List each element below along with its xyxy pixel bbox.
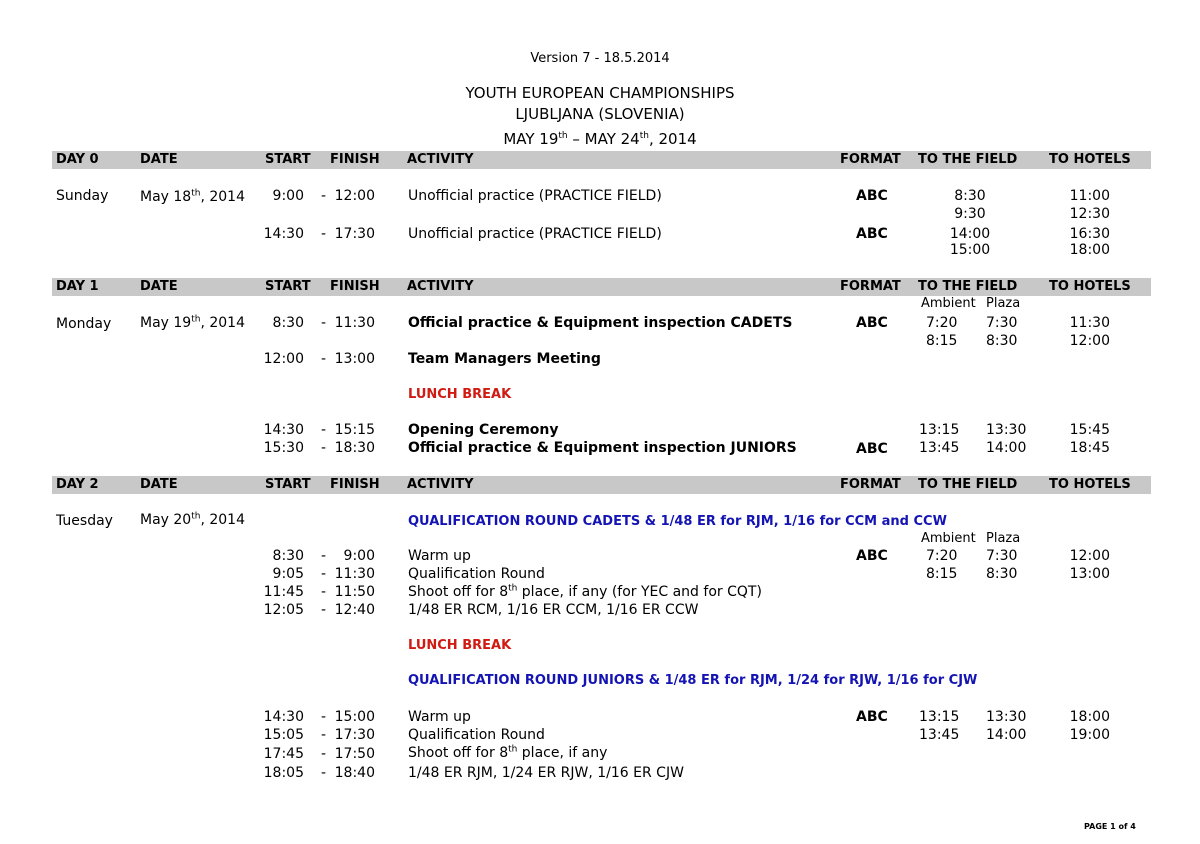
format: ABC <box>856 441 888 457</box>
header-to-field: TO THE FIELD <box>918 279 1018 294</box>
header-format: FORMAT <box>840 152 901 167</box>
field-time: 15:00 <box>949 242 991 258</box>
format: ABC <box>856 548 888 564</box>
finish-time: 15:00 <box>334 709 375 725</box>
finish-time: 15:15 <box>334 422 375 438</box>
header-start: START <box>265 279 311 294</box>
plaza-time: 7:30 <box>986 315 1018 331</box>
date-sup: th <box>191 188 201 199</box>
dates-part-1: MAY 19 <box>503 130 559 148</box>
weekday: Monday <box>56 316 112 332</box>
activity: 1/48 ER RCM, 1/16 ER CCM, 1/16 ER CCW <box>408 602 699 618</box>
hotel-time: 18:00 <box>1069 242 1110 258</box>
hotel-time: 18:45 <box>1069 440 1110 456</box>
finish-time: 11:30 <box>334 315 375 331</box>
activity <box>408 745 607 761</box>
ambient-time: 8:15 <box>926 566 958 582</box>
activity <box>408 584 762 600</box>
start-time: 14:30 <box>263 226 304 242</box>
dates-part-2: – MAY 24 <box>567 130 640 148</box>
plaza-time: 14:00 <box>986 727 1027 743</box>
activity: 1/48 ER RJM, 1/24 ER RJW, 1/16 ER CJW <box>408 765 684 781</box>
start-time: 12:00 <box>263 351 304 367</box>
ambient-time: 13:45 <box>919 440 960 456</box>
header-day: DAY 1 <box>56 279 99 294</box>
finish-time: 17:30 <box>334 727 375 743</box>
time-dash: - <box>321 548 327 564</box>
day-date <box>140 189 245 205</box>
version-line: Version 7 - 18.5.2014 <box>530 51 670 66</box>
dates-part-3: , 2014 <box>648 130 697 148</box>
header-format: FORMAT <box>840 477 901 492</box>
hotel-time: 12:00 <box>1069 548 1110 564</box>
start-time: 11:45 <box>263 584 304 600</box>
time-dash: - <box>321 566 327 582</box>
ambient-time: 13:15 <box>919 422 960 438</box>
activity: Qualification Round <box>408 566 545 582</box>
title-dates <box>0 130 1200 148</box>
finish-time: 18:30 <box>334 440 375 456</box>
hotel-time: 18:00 <box>1069 709 1110 725</box>
subheader-plaza: Plaza <box>986 296 1021 311</box>
day-date <box>140 512 245 528</box>
weekday: Tuesday <box>56 513 113 529</box>
date-main: May 19 <box>140 315 192 331</box>
activity-sup: th <box>508 744 518 755</box>
date-main: May 18 <box>140 189 192 205</box>
activity: Opening Ceremony <box>408 422 559 438</box>
date-sup: th <box>191 314 201 325</box>
activity: Unofficial practice (PRACTICE FIELD) <box>408 226 662 242</box>
finish-time: 18:40 <box>334 765 375 781</box>
plaza-time: 14:00 <box>986 440 1027 456</box>
time-dash: - <box>321 709 327 725</box>
weekday: Sunday <box>56 188 109 204</box>
hotel-time: 15:45 <box>1069 422 1110 438</box>
finish-time: 13:00 <box>334 351 375 367</box>
plaza-time: 8:30 <box>986 566 1018 582</box>
activity-main: Shoot off for 8 <box>408 584 509 600</box>
lunch-break: LUNCH BREAK <box>408 387 512 402</box>
ambient-time: 13:15 <box>919 709 960 725</box>
title-line-2: LJUBLJANA (SLOVENIA) <box>515 105 685 123</box>
time-dash: - <box>321 226 327 242</box>
section-title: QUALIFICATION ROUND JUNIORS & 1/48 ER for RJM, 1/24 for RJW, 1/16 for CJW <box>408 673 978 688</box>
start-time: 14:30 <box>263 422 304 438</box>
finish-time: 17:30 <box>334 226 375 242</box>
activity: Warm up <box>408 548 471 564</box>
header-bar-day1 <box>52 278 1151 296</box>
field-time: 14:00 <box>949 226 991 242</box>
start-time: 15:05 <box>263 727 304 743</box>
activity: Qualification Round <box>408 727 545 743</box>
header-to-hotels: TO HOTELS <box>1049 477 1131 492</box>
ambient-time: 13:45 <box>919 727 960 743</box>
start-time: 12:05 <box>263 602 304 618</box>
format: ABC <box>856 226 888 242</box>
dates-sup-1: th <box>558 131 568 141</box>
time-dash: - <box>321 746 327 762</box>
format: ABC <box>856 315 888 331</box>
activity-tail: place, if any (for YEC and for CQT) <box>517 584 762 600</box>
time-dash: - <box>321 440 327 456</box>
date-sup: th <box>191 511 201 522</box>
header-activity: ACTIVITY <box>407 152 474 167</box>
finish-time: 12:00 <box>334 188 375 204</box>
header-activity: ACTIVITY <box>407 477 474 492</box>
time-dash: - <box>321 422 327 438</box>
hotel-time: 19:00 <box>1069 727 1110 743</box>
time-dash: - <box>321 765 327 781</box>
page-number: PAGE 1 of 4 <box>1084 822 1136 831</box>
subheader-ambient: Ambient <box>921 531 976 546</box>
time-dash: - <box>321 727 327 743</box>
plaza-time: 13:30 <box>986 422 1027 438</box>
plaza-time: 8:30 <box>986 333 1018 349</box>
ambient-time: 8:15 <box>926 333 958 349</box>
time-dash: - <box>321 351 327 367</box>
time-dash: - <box>321 602 327 618</box>
time-dash: - <box>321 188 327 204</box>
dates-sup-2: th <box>639 131 649 141</box>
hotel-time: 12:00 <box>1069 333 1110 349</box>
activity: Unofficial practice (PRACTICE FIELD) <box>408 188 662 204</box>
start-time: 9:00 <box>272 188 304 204</box>
activity-main: Shoot off for 8 <box>408 745 509 761</box>
activity: Official practice & Equipment inspection JUNIORS <box>408 440 797 456</box>
hotel-time: 13:00 <box>1069 566 1110 582</box>
start-time: 8:30 <box>272 315 304 331</box>
header-day: DAY 2 <box>56 477 99 492</box>
section-title: QUALIFICATION ROUND CADETS & 1/48 ER for RJM, 1/16 for CCM and CCW <box>408 514 947 529</box>
time-dash: - <box>321 315 327 331</box>
header-start: START <box>265 152 311 167</box>
header-to-field: TO THE FIELD <box>918 477 1018 492</box>
header-format: FORMAT <box>840 279 901 294</box>
header-to-hotels: TO HOTELS <box>1049 152 1131 167</box>
format: ABC <box>856 188 888 204</box>
date-tail: , 2014 <box>200 189 245 205</box>
activity-sup: th <box>508 583 518 594</box>
header-activity: ACTIVITY <box>407 279 474 294</box>
lunch-break: LUNCH BREAK <box>408 638 512 653</box>
field-time: 8:30 <box>954 188 986 204</box>
header-date: DATE <box>140 279 178 294</box>
plaza-time: 13:30 <box>986 709 1027 725</box>
date-tail: , 2014 <box>200 315 245 331</box>
header-bar-day0 <box>52 151 1151 169</box>
subheader-ambient: Ambient <box>921 296 976 311</box>
header-day: DAY 0 <box>56 152 99 167</box>
format: ABC <box>856 709 888 725</box>
header-finish: FINISH <box>330 152 380 167</box>
start-time: 18:05 <box>263 765 304 781</box>
finish-time: 11:50 <box>334 584 375 600</box>
activity-tail: place, if any <box>517 745 608 761</box>
hotel-time: 12:30 <box>1069 206 1110 222</box>
field-time: 9:30 <box>954 206 986 222</box>
ambient-time: 7:20 <box>926 315 958 331</box>
hotel-time: 11:30 <box>1069 315 1110 331</box>
ambient-time: 7:20 <box>926 548 958 564</box>
finish-time: 17:50 <box>334 746 375 762</box>
date-tail: , 2014 <box>200 512 245 528</box>
hotel-time: 16:30 <box>1069 226 1110 242</box>
title-line-1: YOUTH EUROPEAN CHAMPIONSHIPS <box>465 84 735 102</box>
activity: Team Managers Meeting <box>408 351 601 367</box>
start-time: 9:05 <box>272 566 304 582</box>
header-date: DATE <box>140 477 178 492</box>
date-main: May 20 <box>140 512 192 528</box>
header-to-field: TO THE FIELD <box>918 152 1018 167</box>
start-time: 15:30 <box>263 440 304 456</box>
header-date: DATE <box>140 152 178 167</box>
header-start: START <box>265 477 311 492</box>
start-time: 17:45 <box>263 746 304 762</box>
finish-time: 12:40 <box>334 602 375 618</box>
finish-time: 11:30 <box>334 566 375 582</box>
subheader-plaza: Plaza <box>986 531 1021 546</box>
activity: Official practice & Equipment inspection CADETS <box>408 315 793 331</box>
plaza-time: 7:30 <box>986 548 1018 564</box>
header-bar-day2 <box>52 476 1151 494</box>
start-time: 14:30 <box>263 709 304 725</box>
header-finish: FINISH <box>330 477 380 492</box>
time-dash: - <box>321 584 327 600</box>
header-finish: FINISH <box>330 279 380 294</box>
start-time: 8:30 <box>272 548 304 564</box>
finish-time: 9:00 <box>343 548 375 564</box>
day-date <box>140 315 245 331</box>
activity: Warm up <box>408 709 471 725</box>
header-to-hotels: TO HOTELS <box>1049 279 1131 294</box>
hotel-time: 11:00 <box>1069 188 1110 204</box>
